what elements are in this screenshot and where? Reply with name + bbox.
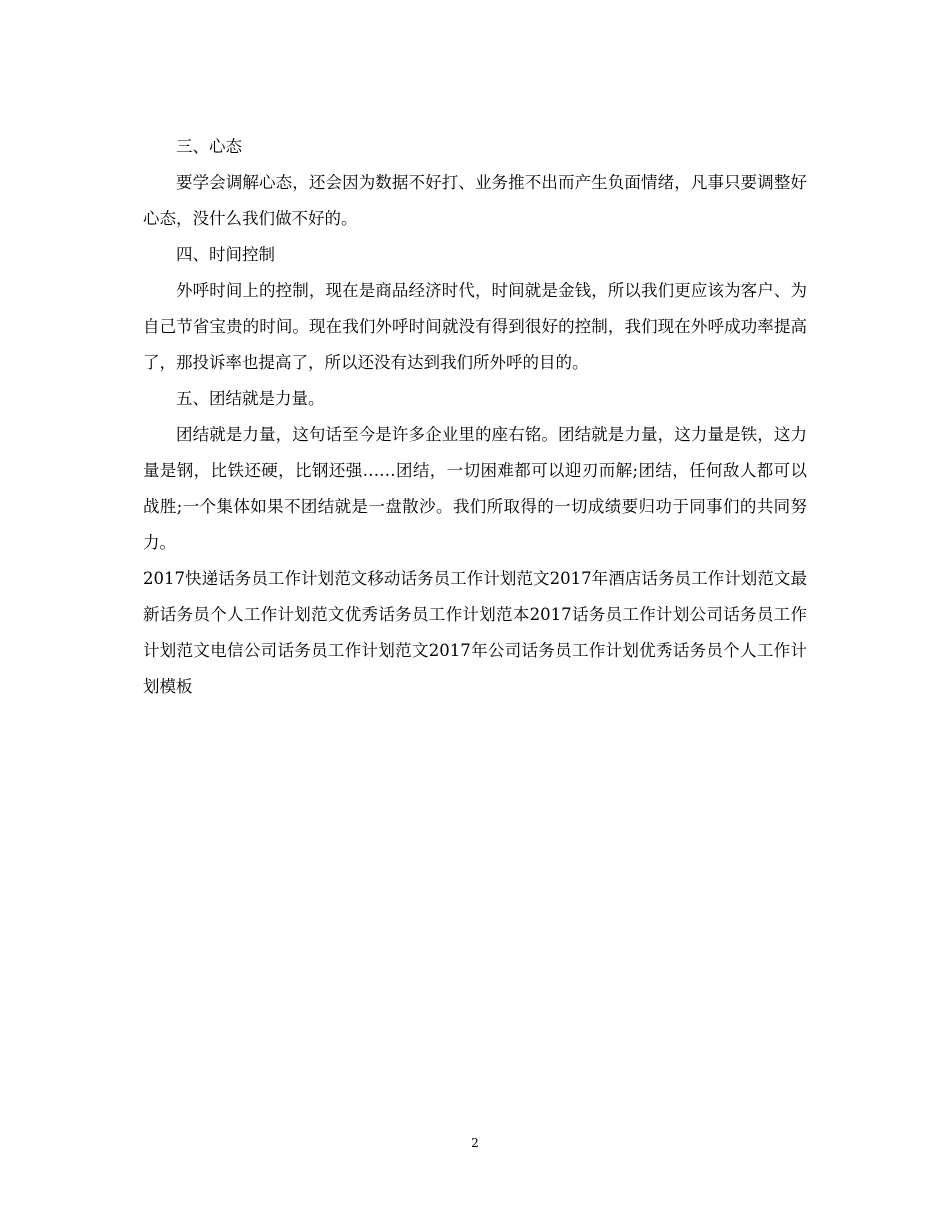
paragraph-time-control: 外呼时间上的控制，现在是商品经济时代，时间就是金钱，所以我们更应该为客户、为自己节省宝贵的时间。现在我们外呼时间就没有得到很好的控制，我们现在外呼成功率提高了，那投诉率也提高了，所以还没有达到我们所外呼的目的。 — [143, 281, 807, 372]
section-heading-mindset: 三、心态 — [176, 137, 242, 156]
section-heading-time-control: 四、时间控制 — [176, 245, 275, 264]
related-links-text: 2017快递话务员工作计划范文移动话务员工作计划范文2017年酒店话务员工作计划范文最新话务员个人工作计划范文优秀话务员工作计划范本2017话务员工作计划公司话务员工作计划范文电信公司话务员工作计划范文2017年公司话务员工作计划优秀话务员个人工作计划模板 — [143, 569, 807, 696]
paragraph-unity: 团结就是力量，这句话至今是许多企业里的座右铭。团结就是力量，这力量是铁，这力量是钢，比铁还硬，比钢还强……团结，一切困难都可以迎刃而解;团结，任何敌人都可以战胜;一个集体如果不团结就是一盘散沙。我们所取得的一切成绩要归功于同事们的共同努力。 — [143, 425, 807, 552]
page-number: 2 — [471, 1136, 479, 1150]
paragraph-mindset: 要学会调解心态，还会因为数据不好打、业务推不出而产生负面情绪，凡事只要调整好心态，没什么我们做不好的。 — [143, 173, 807, 228]
section-heading-unity: 五、团结就是力量。 — [176, 389, 325, 408]
document-body — [143, 129, 807, 705]
